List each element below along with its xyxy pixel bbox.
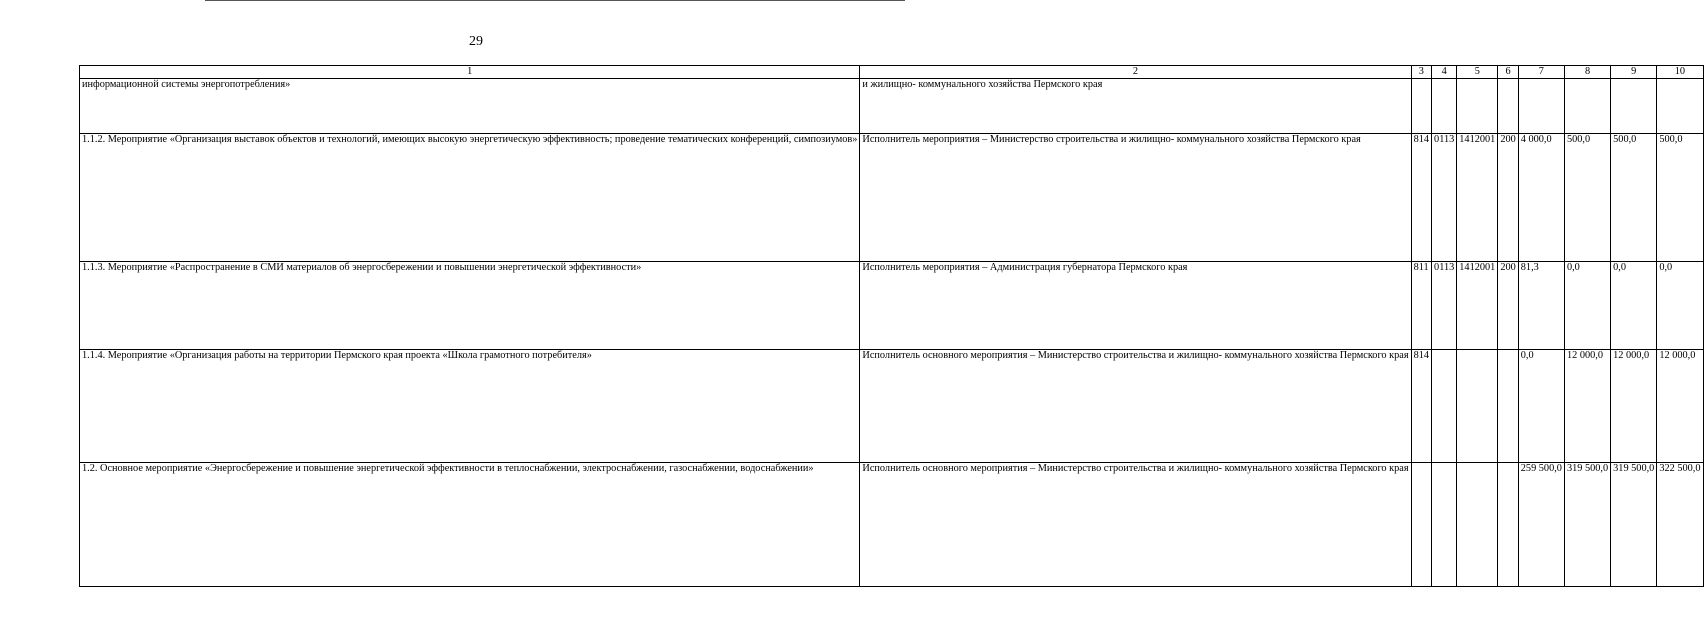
amount-col9-cell: 0,0 — [1611, 262, 1657, 350]
expense-type-code-cell — [1498, 79, 1518, 134]
grbs-code-cell: 811 — [1411, 262, 1431, 350]
activity-name-cell: 1.1.3. Мероприятие «Распространение в СМИ материалов об энергосбережении и повышении энергетической эффективности» — [80, 262, 860, 350]
column-header: 2 — [860, 66, 1411, 79]
amount-col9-cell: 12 000,0 — [1611, 350, 1657, 463]
header-row — [80, 66, 1704, 79]
column-header: 6 — [1498, 66, 1518, 79]
column-header: 9 — [1611, 66, 1657, 79]
amount-col9-cell: 319 500,0 — [1611, 463, 1657, 587]
section-code-cell — [1432, 350, 1457, 463]
amount-col10-cell: 0,0 — [1657, 262, 1703, 350]
amount-col9-cell — [1611, 79, 1657, 134]
amount-col8-cell: 12 000,0 — [1564, 350, 1610, 463]
amount-col10-cell: 500,0 — [1657, 134, 1703, 262]
table-row — [80, 350, 1704, 463]
activity-name-cell: 1.2. Основное мероприятие «Энергосбережение и повышение энергетической эффективности в теплоснабжении, электроснабжении, газоснабжении, водоснабжении» — [80, 463, 860, 587]
section-code-cell: 0113 — [1432, 134, 1457, 262]
activity-name-cell: 1.1.2. Мероприятие «Организация выставок объектов и технологий, имеющих высокую энергетическую эффективность; проведение тематических конференций, симпозиумов» — [80, 134, 860, 262]
expense-type-code-cell — [1498, 463, 1518, 587]
executor-cell: Исполнитель основного мероприятия – Министерство строительства и жилищно- коммунального хозяйства Пермского края — [860, 350, 1411, 463]
amount-col7-cell: 259 500,0 — [1518, 463, 1564, 587]
expense-type-code-cell: 200 — [1498, 262, 1518, 350]
grbs-code-cell — [1411, 463, 1431, 587]
amount-col7-cell: 0,0 — [1518, 350, 1564, 463]
column-header: 5 — [1457, 66, 1498, 79]
target-item-code-cell: 1412001 — [1457, 262, 1498, 350]
table-row — [80, 134, 1704, 262]
executor-cell: Исполнитель мероприятия – Администрация губернатора Пермского края — [860, 262, 1411, 350]
table-row — [80, 262, 1704, 350]
amount-col9-cell: 500,0 — [1611, 134, 1657, 262]
column-header: 7 — [1518, 66, 1564, 79]
amount-col10-cell: 322 500,0 — [1657, 463, 1703, 587]
target-item-code-cell — [1457, 79, 1498, 134]
amount-col8-cell: 319 500,0 — [1564, 463, 1610, 587]
column-header: 3 — [1411, 66, 1431, 79]
column-header: 10 — [1657, 66, 1703, 79]
grbs-code-cell: 814 — [1411, 350, 1431, 463]
table-row — [80, 463, 1704, 587]
page-number: 29 — [469, 34, 483, 49]
top-rule — [205, 0, 905, 1]
amount-col8-cell: 0,0 — [1564, 262, 1610, 350]
grbs-code-cell: 814 — [1411, 134, 1431, 262]
amount-col10-cell — [1657, 79, 1703, 134]
column-header: 1 — [80, 66, 860, 79]
column-header: 4 — [1432, 66, 1457, 79]
expense-type-code-cell — [1498, 350, 1518, 463]
amount-col7-cell: 81,3 — [1518, 262, 1564, 350]
amount-col8-cell: 500,0 — [1564, 134, 1610, 262]
target-item-code-cell — [1457, 350, 1498, 463]
section-code-cell — [1432, 463, 1457, 587]
section-code-cell: 0113 — [1432, 262, 1457, 350]
activity-name-cell: 1.1.4. Мероприятие «Организация работы на территории Пермского края проекта «Школа грамотного потребителя» — [80, 350, 860, 463]
amount-col7-cell: 4 000,0 — [1518, 134, 1564, 262]
amount-col8-cell — [1564, 79, 1610, 134]
section-code-cell — [1432, 79, 1457, 134]
activity-name-cell: информационной системы энергопотребления» — [80, 79, 860, 134]
table-row — [80, 79, 1704, 134]
executor-cell: Исполнитель мероприятия – Министерство строительства и жилищно- коммунального хозяйства Пермского края — [860, 134, 1411, 262]
executor-cell: и жилищно- коммунального хозяйства Пермского края — [860, 79, 1411, 134]
grbs-code-cell — [1411, 79, 1431, 134]
expense-type-code-cell: 200 — [1498, 134, 1518, 262]
target-item-code-cell: 1412001 — [1457, 134, 1498, 262]
column-header: 8 — [1564, 66, 1610, 79]
budget-table — [79, 65, 1704, 587]
amount-col7-cell — [1518, 79, 1564, 134]
target-item-code-cell — [1457, 463, 1498, 587]
amount-col10-cell: 12 000,0 — [1657, 350, 1703, 463]
executor-cell: Исполнитель основного мероприятия – Министерство строительства и жилищно- коммунального хозяйства Пермского края — [860, 463, 1411, 587]
